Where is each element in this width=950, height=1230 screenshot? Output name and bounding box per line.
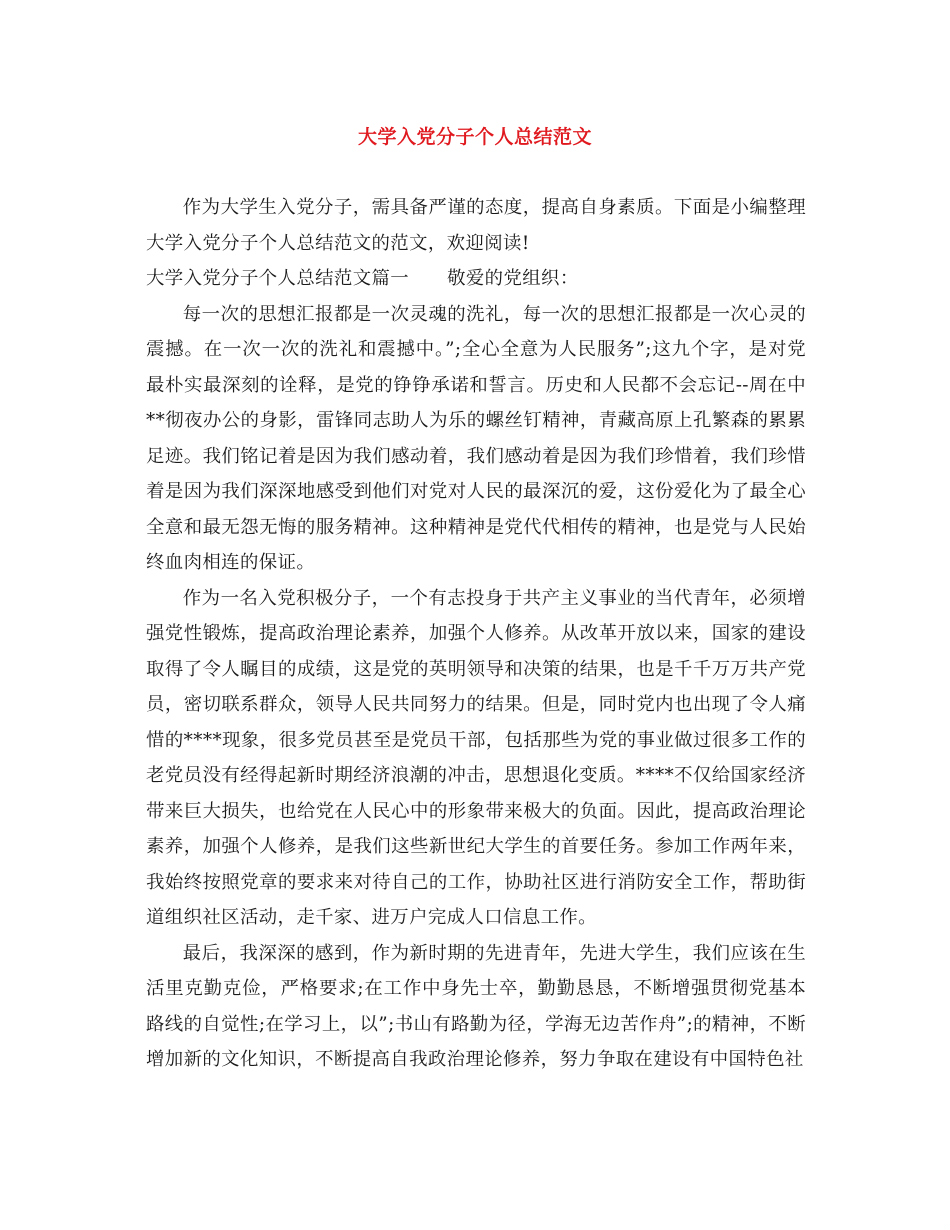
document-title: 大学入党分子个人总结范文 [357,126,592,148]
section-heading-line [146,261,806,297]
body-paragraph-1: 每一次的思想汇报都是一次灵魂的洗礼，每一次的思想汇报都是一次心灵的震撼。在一次一次的洗礼和震撼中。”;全心全意为人民服务”;这九个字，是对党最朴实最深刻的诠释，是党的铮铮承诺和誓言。历史和人民都不会忘记--周在中**彻夜办公的身影，雷锋同志助人为乐的螺丝钉精神，青藏高原上孔繁森的累累足迹。我们铭记着是因为我们感动着，我们感动着是因为我们珍惜着，我们珍惜着是因为我们深深地感受到他们对党对人民的最深沉的爱，这份爱化为了最全心全意和最无怨无悔的服务精神。这种精神是党代代相传的精神，也是党与人民始终血肉相连的保证。 [146,303,806,573]
body-paragraph-3: 最后，我深深的感到，作为新时期的先进青年，先进大学生，我们应该在生活里克勤克俭，严格要求;在工作中身先士卒，勤勤恳恳，不断增强贯彻党基本路线的自觉性;在学习上，以”;书山有路勤为径，学海无边苦作舟”;的精神，不断增加新的文化知识，不断提高自我政治理论修养，努力争取在建设有中国特色社 [146,942,806,1070]
document-body [146,190,806,1078]
intro-paragraph: 作为大学生入党分子，需具备严谨的态度，提高自身素质。下面是小编整理大学入党分子个人总结范文的范文，欢迎阅读! [146,197,806,254]
section-heading: 大学入党分子个人总结范文篇一 [146,268,410,289]
body-paragraph-2: 作为一名入党积极分子，一个有志投身于共产主义事业的当代青年，必须增强党性锻炼，提高政治理论素养，加强个人修养。从改革开放以来，国家的建设取得了令人瞩目的成绩，这是党的英明领导和决策的结果，也是千千万万共产党员，密切联系群众，领导人民共同努力的结果。但是，同时党内也出现了令人痛惜的****现象，很多党员甚至是党员干部，包括那些为党的事业做过很多工作的老党员没有经得起新时期经济浪潮的冲击，思想退化变质。****不仅给国家经济带来巨大损失，也给党在人民心中的形象带来极大的负面。因此，提高政治理论素养，加强个人修养，是我们这些新世纪大学生的首要任务。参加工作两年来，我始终按照党章的要求来对待自己的工作，协助社区进行消防安全工作，帮助街道组织社区活动，走千家、进万户完成人口信息工作。 [146,587,806,928]
salutation: 敬爱的党组织： [447,268,579,289]
